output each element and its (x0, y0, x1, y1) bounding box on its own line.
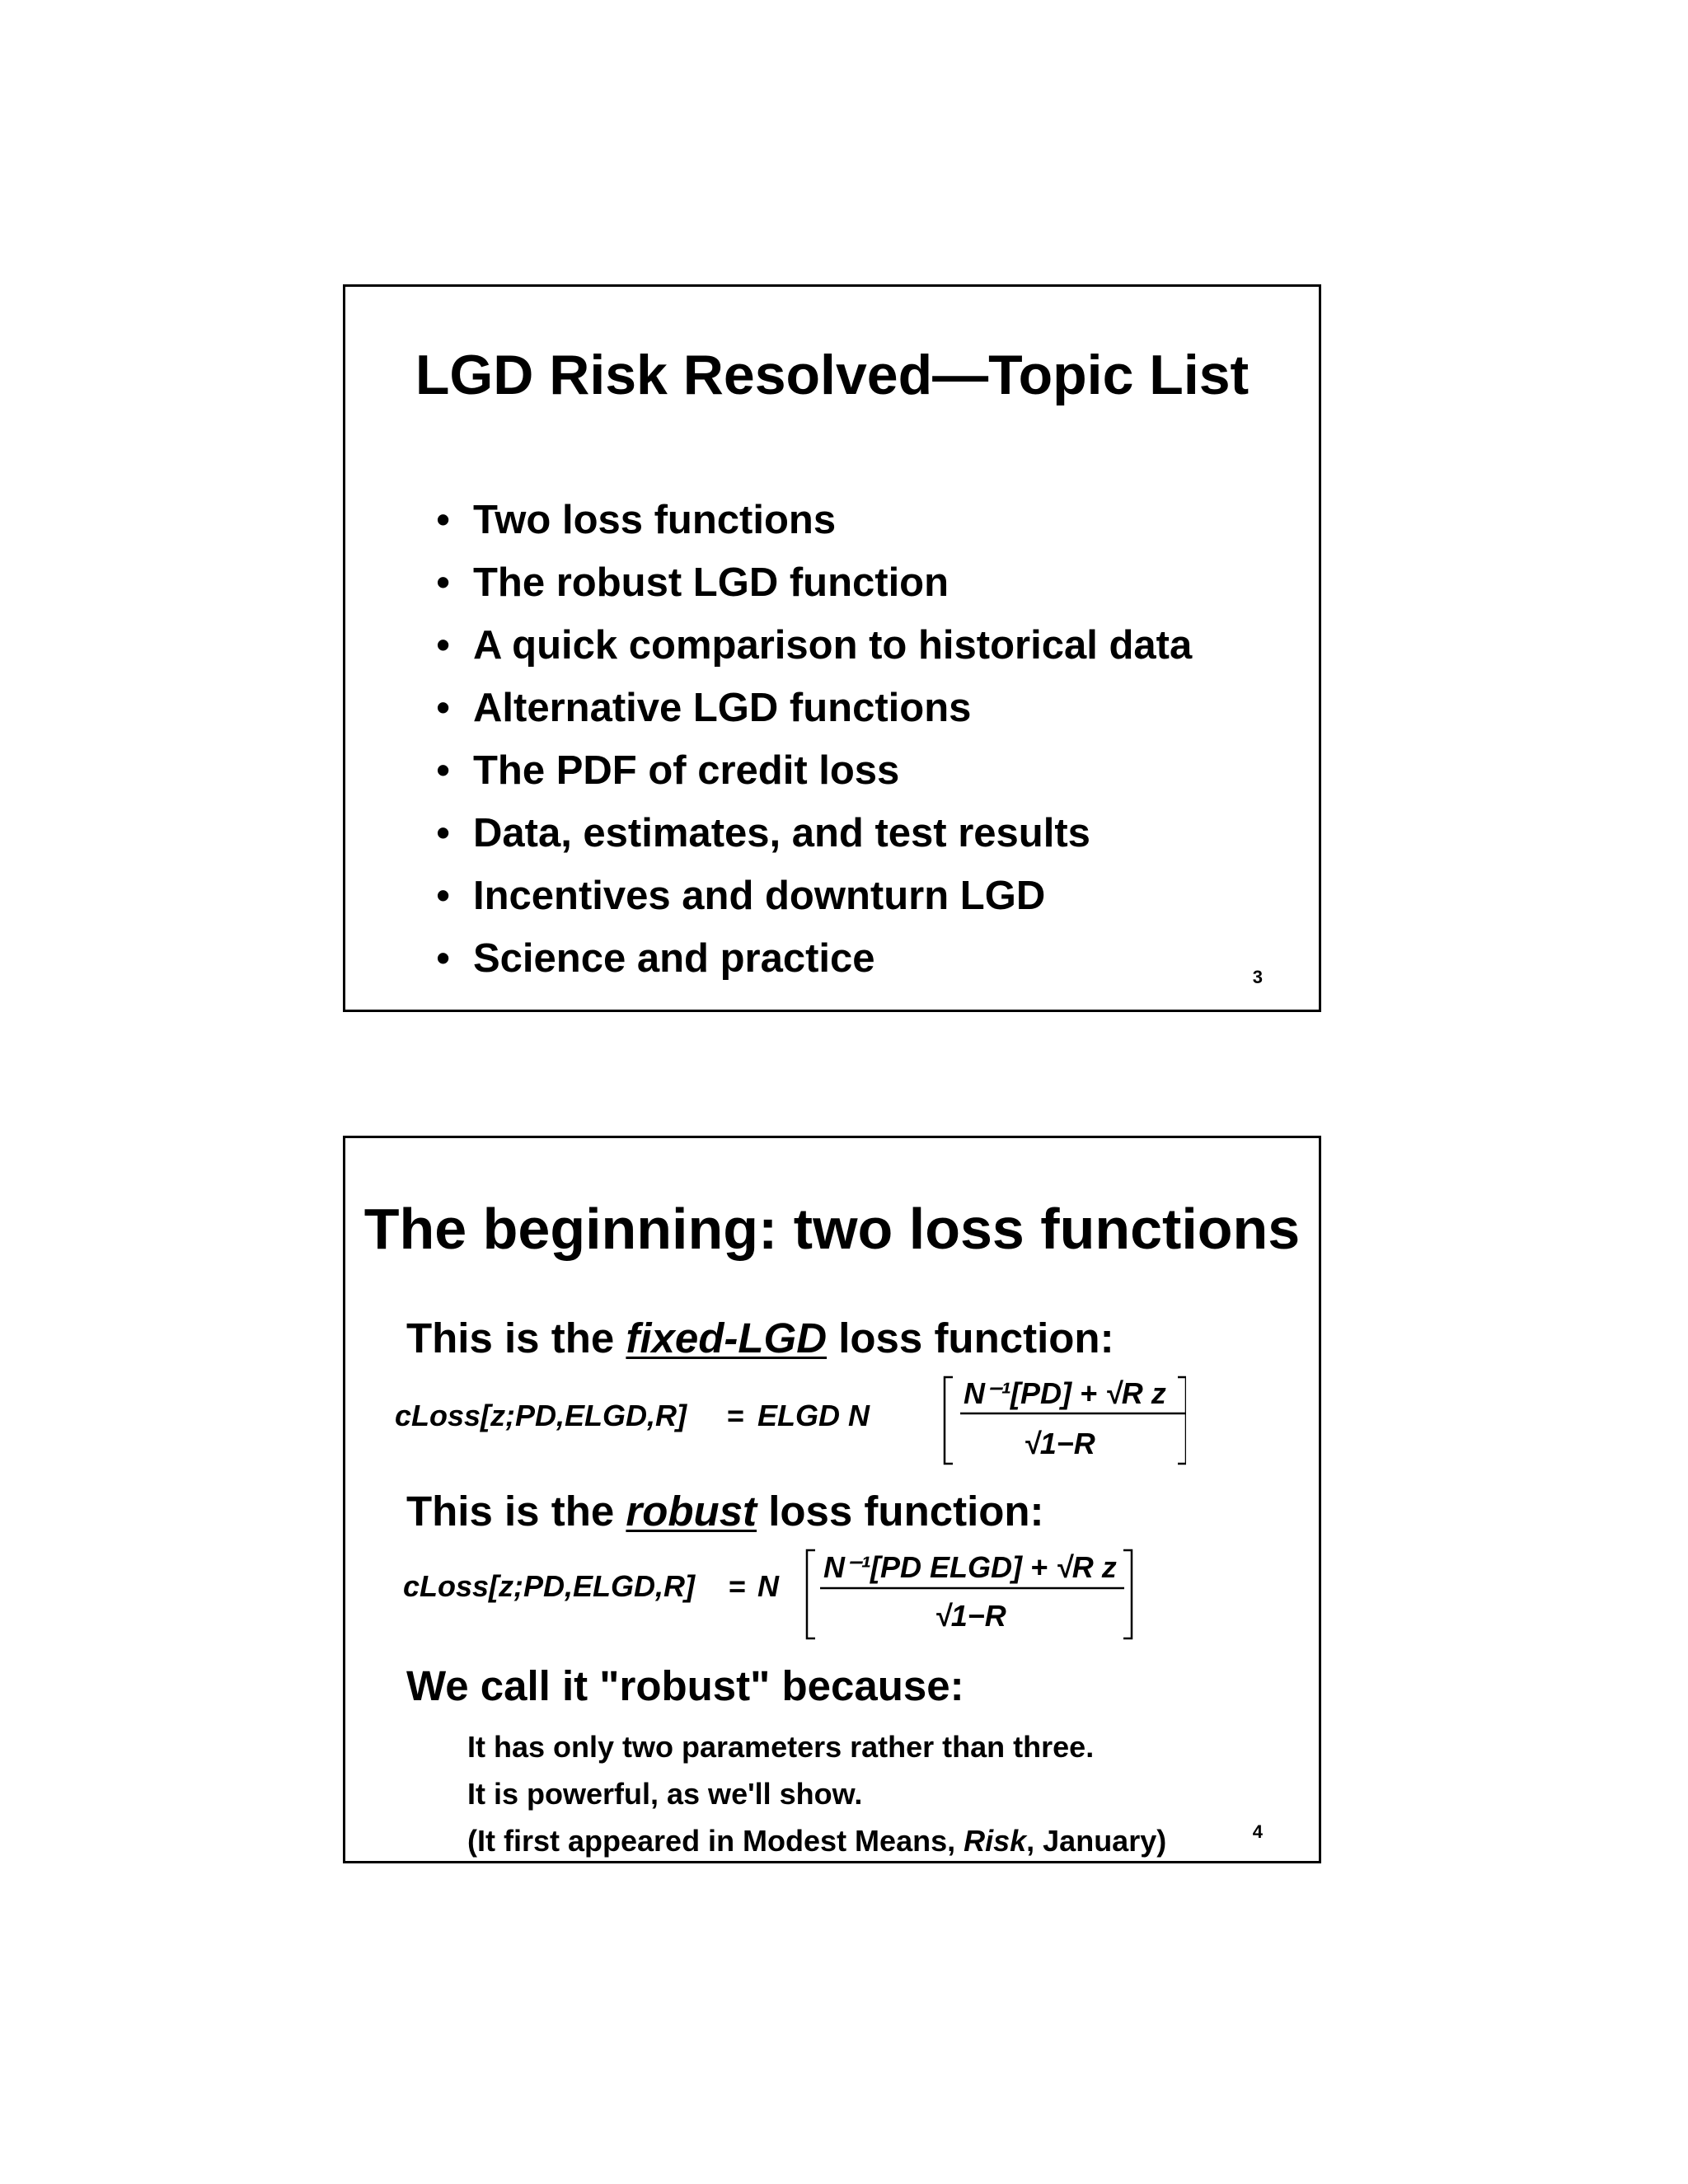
slide-3 (343, 284, 1321, 1012)
reason-list (467, 1723, 1166, 1864)
formula-numerator: N⁻¹[PD] + √R z (964, 1376, 1166, 1410)
list-item: • Incentives and downturn LGD (436, 865, 1192, 927)
fixed-lgd-formula (395, 1361, 1186, 1468)
list-item: • Two loss functions (436, 489, 1192, 551)
bullet-icon: • (436, 748, 451, 793)
fixed-lgd-emphasis: fixed-LGD (626, 1315, 828, 1361)
bullet-icon: • (436, 498, 451, 542)
bullet-icon: • (436, 560, 451, 605)
robust-heading: This is the robust loss function: (406, 1488, 1044, 1535)
list-item: • The robust LGD function (436, 551, 1192, 614)
page-number: 3 (1252, 967, 1263, 987)
formula-equals: = (727, 1399, 745, 1432)
citation: (It first appeared in Modest Means, Risk, January) (467, 1824, 1167, 1858)
robust-formula (403, 1538, 1194, 1645)
bullet-icon: • (436, 623, 451, 668)
formula-denominator: √1−R (935, 1599, 1006, 1633)
bullet-icon: • (436, 811, 451, 855)
topic-list (436, 489, 1192, 990)
formula-denominator: √1−R (1024, 1427, 1095, 1460)
bullet-icon: • (436, 936, 451, 981)
list-item: It has only two parameters rather than three. (467, 1730, 1095, 1764)
bullet-icon: • (436, 686, 451, 730)
bullet-icon: • (436, 874, 451, 918)
formula-factor: ELGD N (757, 1399, 870, 1432)
list-item: • Alternative LGD functions (436, 677, 1192, 739)
formula-lhs: cLoss[z;PD,ELGD,R] (395, 1399, 687, 1432)
slide-title: The beginning: two loss functions (363, 1197, 1301, 1261)
list-item: It is powerful, as we'll show. (467, 1777, 863, 1811)
page-number: 4 (1252, 1821, 1263, 1842)
formula-factor: N (757, 1569, 779, 1603)
formula-equals: = (729, 1569, 747, 1603)
formula-lhs: cLoss[z;PD,ELGD,R] (403, 1569, 696, 1603)
list-item: • Science and practice (436, 927, 1192, 990)
list-item: • Data, estimates, and test results (436, 802, 1192, 865)
slide-4 (343, 1136, 1321, 1863)
list-item: • A quick comparison to historical data (436, 614, 1192, 677)
robust-reason-heading: We call it "robust" because: (406, 1662, 964, 1709)
robust-emphasis: robust (626, 1488, 757, 1535)
fixed-lgd-heading: This is the fixed-LGD loss function: (406, 1315, 1114, 1361)
slide-title: LGD Risk Resolved—Topic List (415, 344, 1250, 406)
formula-numerator: N⁻¹[PD ELGD] + √R z (823, 1550, 1117, 1584)
list-item: • The PDF of credit loss (436, 739, 1192, 802)
